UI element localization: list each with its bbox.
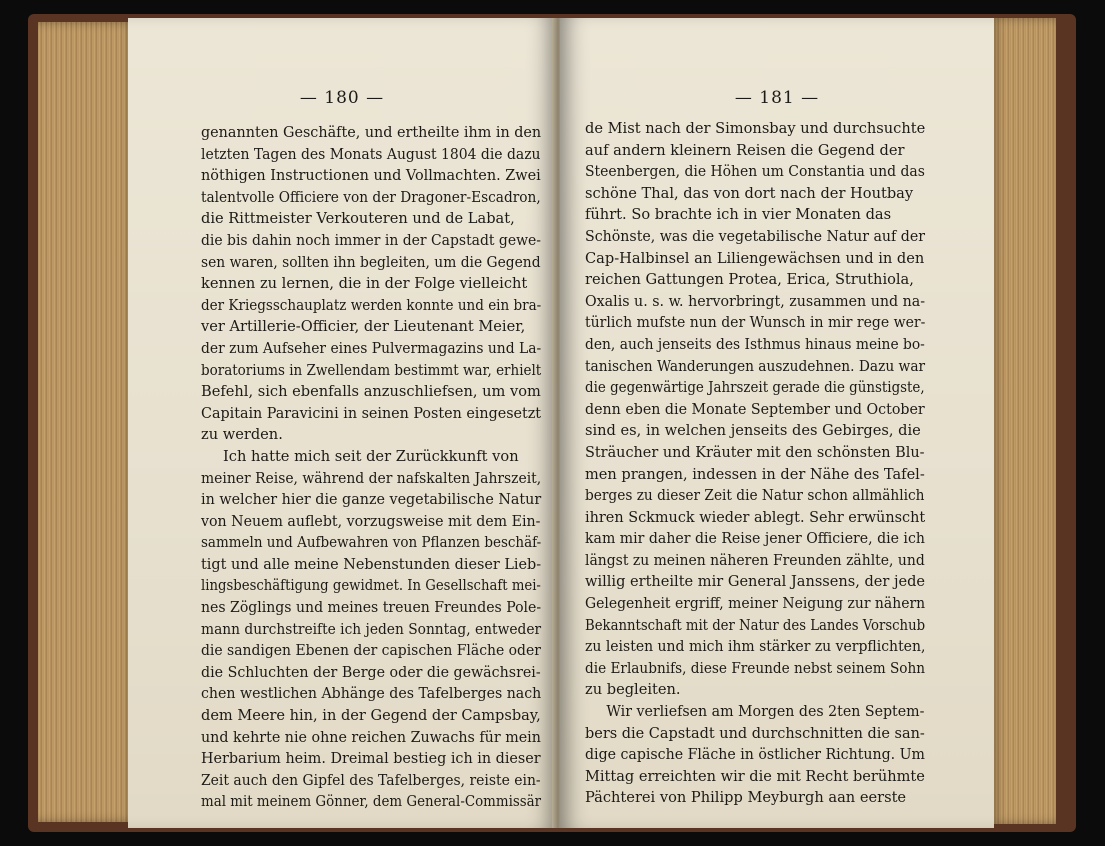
text-line: türlich mufste nun der Wunsch in mir rege wer-	[585, 314, 926, 332]
text-line: die sandigen Ebenen der capischen Fläche oder	[201, 642, 541, 660]
text-line: chen westlichen Abhänge des Tafelberges nach	[201, 685, 542, 703]
text-line: dem Meere hin, in der Gegend der Campsbay,	[201, 707, 541, 725]
right-page-edges	[990, 18, 1056, 824]
text-line: Schönste, was die vegetabilische Natur auf der	[585, 227, 926, 245]
page-number-left: — 180 —	[299, 88, 385, 108]
text-line: die Schluchten der Berge oder die gewächsrei-	[201, 663, 541, 681]
text-line: genannten Geschäfte, und ertheilte ihm in den	[201, 124, 542, 141]
text-line: sammeln und Aufbewahren von Pflanzen beschäf-	[201, 534, 542, 552]
text-line: die gegenwärtige Jahrszeit gerade die günstigste,	[585, 379, 925, 397]
text-line: ihren Sckmuck wieder ablegt. Sehr erwünscht	[585, 508, 926, 526]
page-number-right: — 181 —	[734, 88, 820, 108]
text-line: mal mit meinem Gönner, dem General-Commissär	[201, 793, 542, 811]
text-line: willig ertheilte mir General Janssens, der jede	[585, 573, 926, 591]
left-page	[128, 18, 556, 828]
text-line: der Kriegsschauplatz werden konnte und ein bra-	[201, 296, 542, 314]
text-line: Zeit auch den Gipfel des Tafelberges, reiste ein-	[201, 771, 541, 789]
text-line: nes Zöglings und meines treuen Freundes Pole-	[201, 599, 542, 617]
paragraph-start-line: Wir verliefsen am Morgen des 2ten Septem-	[606, 703, 925, 721]
text-line: der zum Aufseher eines Pulvermagazins und La-	[201, 339, 542, 357]
text-line: reichen Gattungen Protea, Erica, Struthiola,	[585, 271, 914, 289]
left-page-text	[201, 122, 541, 813]
text-line: meiner Reise, während der nafskalten Jahrszeit,	[201, 469, 542, 487]
text-line: dige capische Fläche in östlicher Richtung. Um	[585, 746, 925, 764]
text-line: Steenbergen, die Höhen um Constantia und das	[585, 163, 925, 181]
text-line: den, auch jenseits des Isthmus hinaus meine bo-	[585, 335, 925, 353]
text-line: tanischen Wanderungen auszudehnen. Dazu war	[585, 357, 926, 375]
text-line: Pächterei von Philipp Meyburgh aan eerste	[585, 789, 907, 807]
text-line: führt. So brachte ich in vier Monaten das	[585, 206, 892, 224]
text-line: Mittag erreichten wir die mit Recht berühmte	[585, 767, 925, 785]
text-line: talentvolle Officiere von der Dragoner-Escadron,	[201, 188, 541, 206]
text-line: Oxalis u. s. w. hervorbringt, zusammen und na-	[585, 292, 926, 310]
text-line: sen waren, sollten ihn begleiten, um die Gegend	[201, 253, 541, 271]
text-line: nöthigen Instructionen und Vollmachten. Zwei	[201, 167, 541, 185]
text-line: kam mir daher die Reise jener Officiere, die ich	[585, 530, 925, 548]
text-line: auf andern kleinern Reisen die Gegend der	[585, 141, 905, 159]
text-line: Capitain Paravicini in seinen Posten eingesetzt	[201, 404, 542, 422]
text-line: lingsbeschäftigung gewidmet. In Gesellschaft mei-	[201, 577, 541, 595]
text-line: kennen zu lernen, die in der Folge vielleicht	[201, 275, 528, 293]
text-line: Bekanntschaft mit der Natur des Landes Vorschub	[585, 616, 926, 634]
text-line: de Mist nach der Simonsbay und durchsuchte	[585, 120, 926, 137]
text-line: Befehl, sich ebenfalls anzuschliefsen, um vom	[201, 383, 541, 401]
text-line: schöne Thal, das von dort nach der Houtbay	[585, 184, 914, 202]
text-line: sind es, in welchen jenseits des Gebirges, die	[585, 422, 921, 440]
text-line: Cap-Halbinsel an Liliengewächsen und in den	[585, 249, 925, 267]
text-line: men prangen, indessen in der Nähe des Tafel-	[585, 465, 925, 483]
text-line: bers die Capstadt und durchschnitten die san-	[585, 724, 925, 742]
text-line: denn eben die Monate September und October	[585, 400, 925, 418]
text-line: in welcher hier die ganze vegetabilische Natur	[201, 491, 542, 509]
paragraph-start-line: Ich hatte mich seit der Zurückkunft von	[223, 447, 519, 465]
text-line: boratoriums in Zwellendam bestimmt war, erhielt	[201, 361, 542, 379]
text-line: Herbarium heim. Dreimal bestieg ich in dieser	[201, 750, 541, 768]
text-line: Gelegenheit ergriff, meiner Neigung zur nähern	[585, 595, 926, 613]
text-line: mann durchstreifte ich jeden Sonntag, entweder	[201, 620, 542, 638]
text-line: tigt und alle meine Nebenstunden dieser Lieb-	[201, 555, 542, 573]
text-line: längst zu meinen näheren Freunden zählte, und	[585, 551, 925, 569]
left-page-edges	[38, 22, 136, 822]
text-line: ver Artillerie-Officier, der Lieutenant Meier,	[201, 318, 526, 336]
text-line: die bis dahin noch immer in der Capstadt gewe-	[201, 231, 541, 249]
text-line: letzten Tagen des Monats August 1804 die dazu	[201, 145, 541, 163]
text-line: zu begleiten.	[585, 681, 681, 699]
text-line: berges zu dieser Zeit die Natur schon allmählich	[585, 487, 925, 505]
right-page-text	[585, 118, 925, 809]
text-line: und kehrte nie ohne reichen Zuwachs für mein	[201, 728, 541, 746]
text-line: von Neuem auflebt, vorzugsweise mit dem Ein-	[201, 512, 541, 530]
text-line: die Erlaubnifs, diese Freunde nebst seinem Sohn	[585, 659, 926, 677]
text-line: Sträucher und Kräuter mit den schönsten Blu-	[585, 443, 925, 461]
text-line: zu leisten und mich ihm stärker zu verpflichten,	[585, 638, 926, 656]
right-page	[560, 18, 994, 828]
text-line: die Rittmeister Verkouteren und de Labat,	[201, 210, 515, 228]
text-line: zu werden.	[201, 426, 283, 444]
